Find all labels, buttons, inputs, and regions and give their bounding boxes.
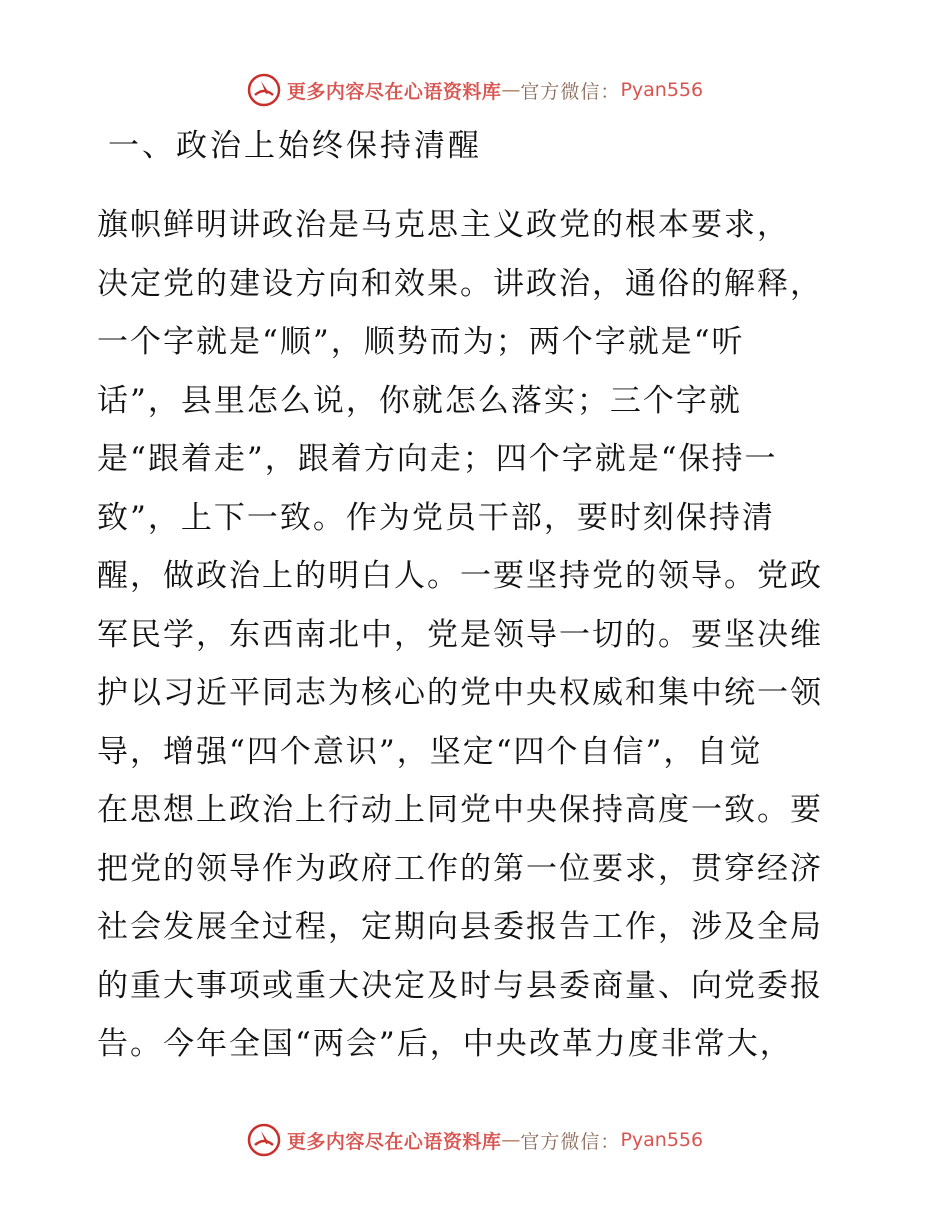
section-heading: 一、政治上始终保持清醒 [108, 128, 482, 164]
text-line: 是“跟着走”，跟着方向走；四个字就是“保持一 [97, 441, 778, 477]
text-line: 致”，上下一致。作为党员干部，要时刻保持清 [97, 499, 775, 536]
text-line: 社会发展全过程，定期向县委报告工作，涉及全局 [97, 909, 823, 945]
banner-wechat-id: Pyan556 [620, 79, 704, 101]
book-pen-logo-icon [247, 1123, 281, 1157]
footer-banner [0, 1120, 950, 1160]
text-line: 护以习近平同志为核心的党中央权威和集中统一领 [97, 675, 823, 711]
text-line: 一个字就是“顺”，顺势而为；两个字就是“听 [97, 324, 745, 360]
text-line: 话”，县里怎么说，你就怎么落实；三个字就 [97, 382, 742, 419]
text-line: 在思想上政治上行动上同党中央保持高度一致。要 [97, 792, 823, 828]
text-line: 旗帜鲜明讲政治是马克思主义政党的根本要求， [97, 207, 790, 243]
header-banner [0, 70, 950, 110]
text-line: 决定党的建设方向和效果。讲政治，通俗的解释， [97, 265, 823, 302]
banner-title: 更多内容尽在心语资料库 [286, 80, 502, 103]
banner-title: 更多内容尽在心语资料库 [286, 1130, 502, 1153]
banner-wechat-id: Pyan556 [620, 1129, 704, 1151]
text-line: 把党的领导作为政府工作的第一位要求，贯穿经济 [97, 850, 823, 887]
body-paragraph [97, 196, 857, 1074]
book-pen-logo-icon [247, 73, 281, 107]
text-line: 醒，做政治上的明白人。一要坚持党的领导。党政 [97, 558, 823, 594]
banner-separator: — [501, 79, 521, 101]
banner-wechat-label: 官方微信： [520, 1130, 621, 1153]
text-line: 的重大事项或重大决定及时与县委商量、向党委报 [97, 967, 823, 1004]
text-line: 军民学，东西南北中，党是领导一切的。要坚决维 [97, 616, 823, 653]
text-line: 告。今年全国“两会”后，中央改革力度非常大， [97, 1026, 793, 1062]
banner-separator: — [501, 1129, 521, 1151]
banner-wechat-label: 官方微信： [520, 80, 621, 103]
text-line: 导，增强“四个意识”，坚定“四个自信”，自觉 [97, 733, 763, 770]
